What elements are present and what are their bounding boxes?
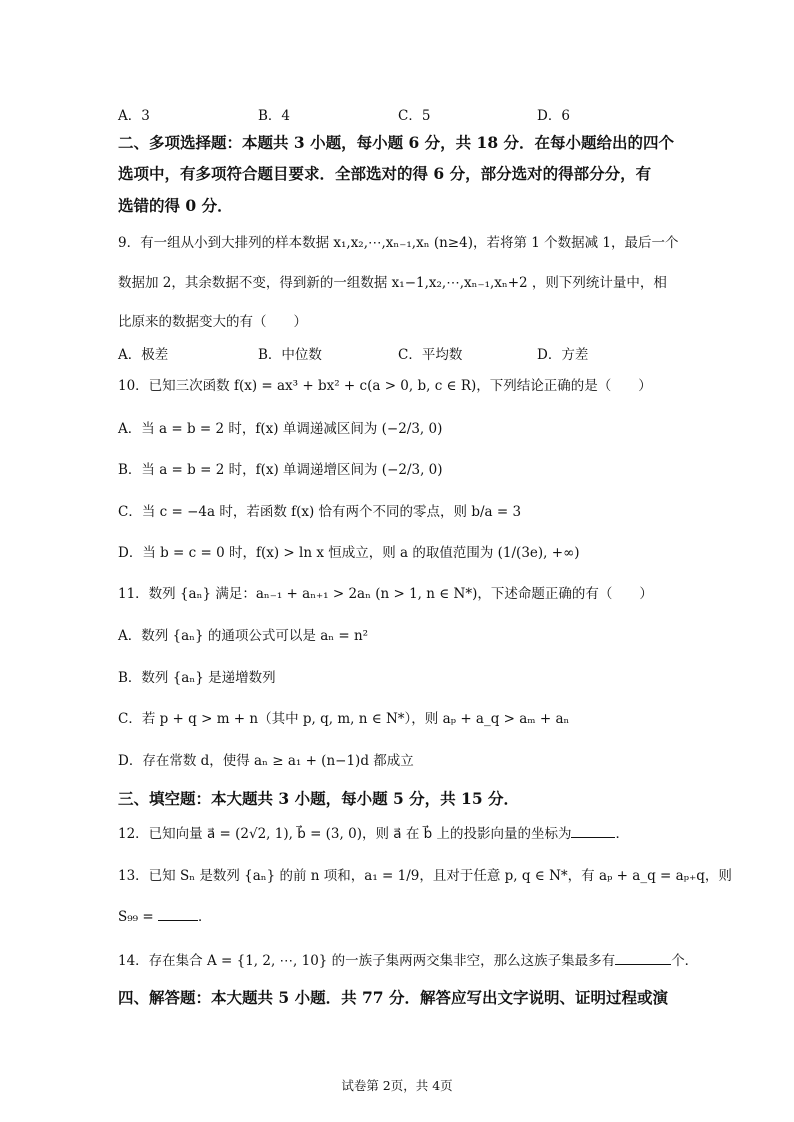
section2-heading-line1: 二、多项选择题：本题共 3 小题，每小题 6 分，共 18 分．在每小题给出的四个 (118, 133, 675, 152)
q12-answer-blank (571, 823, 615, 838)
q9-stem-line2: 数据加 2，其余数据不变，得到新的一组数据 x₁−1,x₂,⋯,xₙ₋₁,xₙ+2 ，则下列统计量中，相 (118, 275, 667, 291)
section3-heading: 三、填空题：本大题共 3 小题，每小题 5 分，共 15 分． (118, 789, 520, 808)
section4-heading: 四、解答题：本大题共 5 小题．共 77 分．解答应写出文字说明、证明过程或演 (118, 988, 668, 1007)
q8-option-c: C．5 (398, 108, 431, 124)
page-footer: 试卷第 2页，共 4页 (341, 1078, 453, 1093)
q13-stem-line1: 13．已知 Sₙ 是数列 {aₙ} 的前 n 项和，a₁ = 1/9，且对于任意 p, q ∈ N*，有 aₚ + a_q = aₚ₊q，则 (118, 868, 732, 884)
q10-option-b: B．当 a = b = 2 时，f(x) 单调递增区间为 (−2/3, 0) (118, 462, 443, 478)
q12-end: ． (615, 826, 629, 842)
q11-option-b: B．数列 {aₙ} 是递增数列 (118, 670, 276, 686)
q13-s99: S₉₉ = (118, 909, 154, 925)
q14-text: 14．存在集合 A = {1, 2, ⋯, 10} 的一族子集两两交集非空，那么这族子集最多有 (118, 953, 616, 969)
q9-option-d: D．方差 (537, 347, 589, 363)
q9-stem-line3: 比原来的数据变大的有（ ） (118, 314, 307, 330)
q10-option-c: C．当 c = −4a 时，若函数 f(x) 恰有两个不同的零点，则 b/a = 3 (118, 504, 522, 520)
q14-line (118, 950, 698, 971)
q9-option-c: C．平均数 (398, 347, 463, 363)
q11-option-c: C．若 p + q > m + n（其中 p, q, m, n ∈ N*），则 aₚ + a_q > aₘ + aₙ (118, 711, 570, 727)
q12-text: 12．已知向量 a⃗ = (2√2, 1), b⃗ = (3, 0)，则 a⃗ 在 b⃗ 上的投影向量的坐标为 (118, 826, 572, 842)
q13-line2 (118, 906, 211, 927)
q10-option-d: D．当 b = c = 0 时，f(x) > ln x 恒成立，则 a 的取值范围为 (1/(3e), +∞) (118, 545, 580, 561)
q13-end: ． (197, 909, 212, 925)
q11-stem: 11．数列 {aₙ} 满足：aₙ₋₁ + aₙ₊₁ > 2aₙ (n > 1, n ∈ N*)，下述命题正确的有（ ） (118, 586, 653, 602)
q9-stem-line1: 9．有一组从小到大排列的样本数据 x₁,x₂,⋯,xₙ₋₁,xₙ (n≥4)，若将第 1 个数据减 1，最后一个 (118, 235, 679, 251)
q10-option-a: A．当 a = b = 2 时，f(x) 单调递减区间为 (−2/3, 0) (118, 421, 443, 437)
q8-option-b: B．4 (258, 108, 291, 124)
q14-end: 个． (671, 953, 699, 969)
q12-line (118, 823, 629, 844)
q11-option-d: D．存在常数 d，使得 aₙ ≥ a₁ + (n−1)d 都成立 (118, 753, 414, 769)
q9-option-b: B．中位数 (258, 347, 322, 363)
section2-heading-line2: 选项中，有多项符合题目要求．全部选对的得 6 分，部分选对的得部分分，有 (118, 164, 652, 183)
q9-option-a: A．极差 (118, 347, 169, 363)
section2-heading-line3: 选错的得 0 分． (118, 196, 233, 215)
q10-stem: 10．已知三次函数 f(x) = ax³ + bx² + c(a > 0, b, c ∈ R)，下列结论正确的是（ ） (118, 378, 652, 394)
q8-option-a: A．3 (118, 108, 150, 124)
q13-answer-blank (158, 906, 198, 921)
q14-answer-blank (615, 950, 671, 965)
q8-option-d: D．6 (537, 108, 570, 124)
q11-option-a: A．数列 {aₙ} 的通项公式可以是 aₙ = n² (118, 628, 369, 644)
